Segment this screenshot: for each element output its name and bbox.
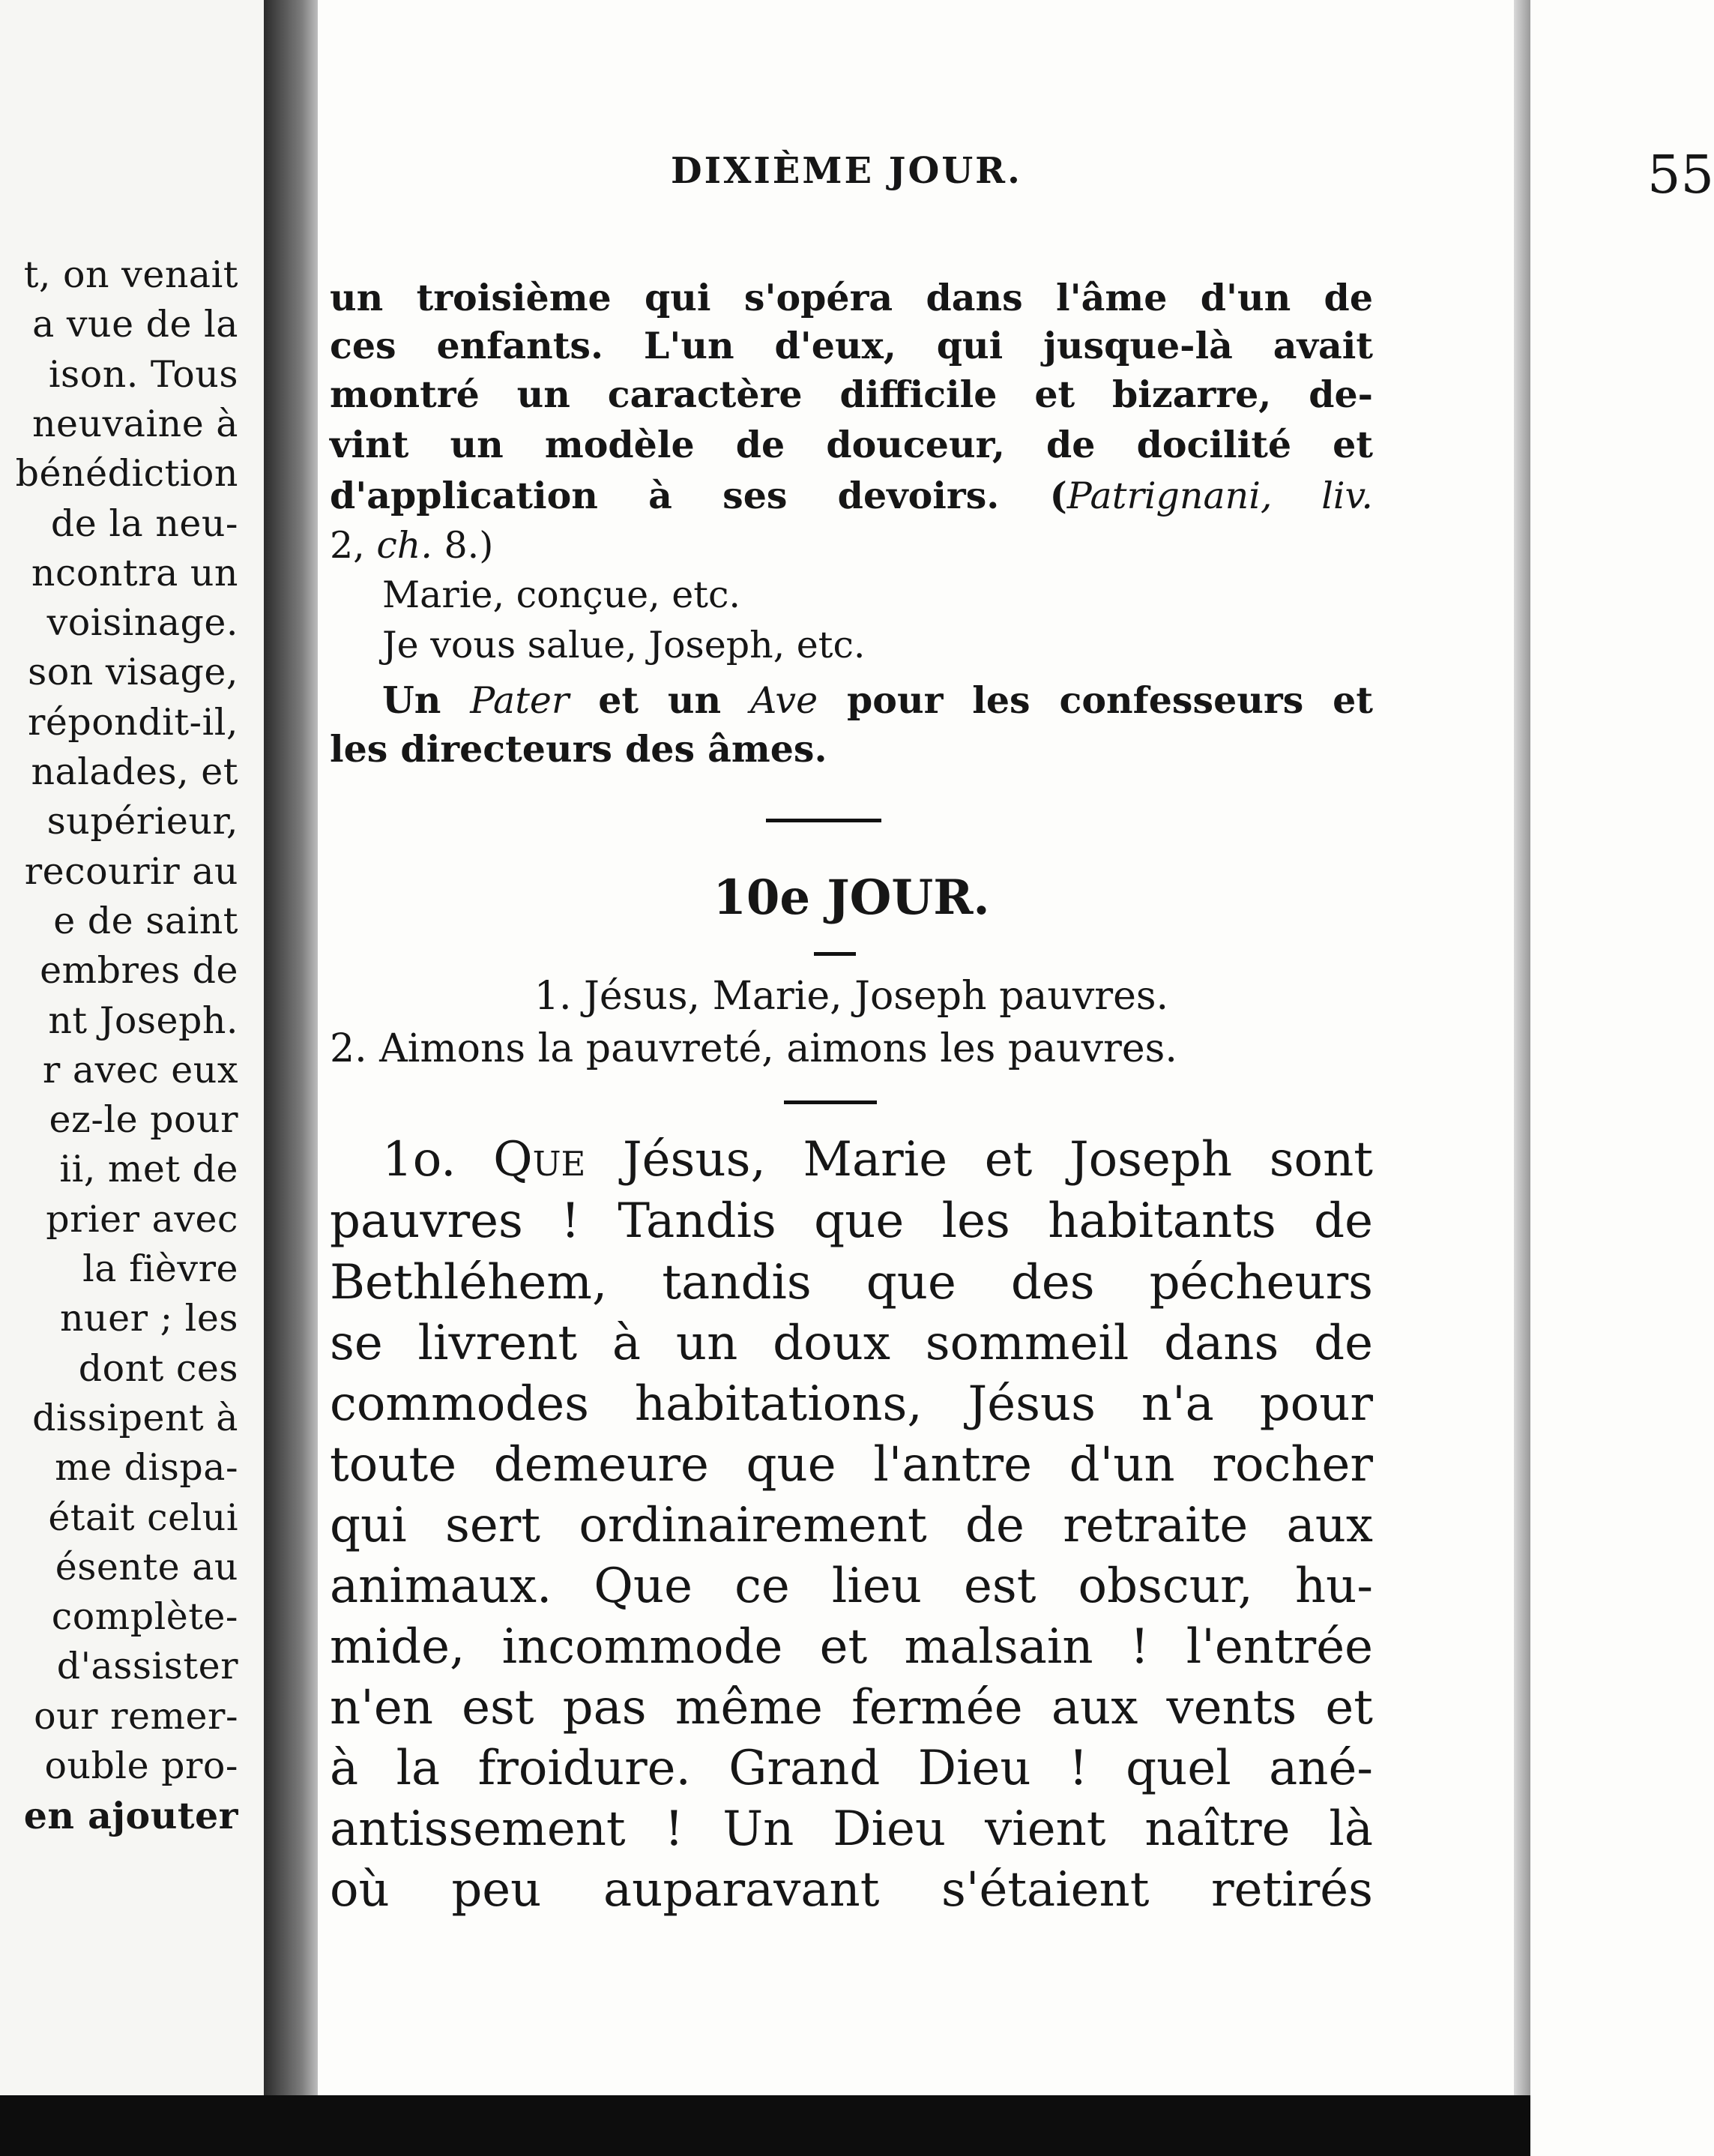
prayer-line: Marie, conçue, etc. bbox=[382, 573, 740, 616]
left-page-line: t, on venait bbox=[23, 253, 238, 296]
left-page-line: son visage, bbox=[28, 651, 238, 693]
left-page-line: neuvaine à bbox=[31, 403, 238, 445]
left-page-line: a vue de la bbox=[32, 303, 238, 346]
text-line: vint un modèle de douceur, de docilité et bbox=[330, 423, 1373, 466]
left-page-line: ésente au bbox=[55, 1546, 238, 1589]
left-page-line: embres de bbox=[40, 949, 238, 992]
left-page-line: prier avec bbox=[46, 1198, 238, 1241]
left-page-line: dont ces bbox=[78, 1347, 238, 1390]
scan-border bbox=[0, 2095, 1530, 2156]
left-page-line: ouble pro- bbox=[44, 1744, 238, 1787]
left-page-line: ii, met de bbox=[59, 1148, 238, 1190]
meditation-line: antissement ! Un Dieu vient naître là bbox=[330, 1801, 1373, 1857]
section-rule bbox=[784, 1100, 877, 1104]
meditation-line: qui sert ordinairement de retraite aux bbox=[330, 1498, 1373, 1553]
left-page-line: complète- bbox=[51, 1595, 238, 1638]
book-gutter bbox=[264, 0, 318, 2156]
left-page-line: r avec eux bbox=[42, 1049, 238, 1091]
left-page-line: d'assister bbox=[56, 1645, 238, 1687]
meditation-opening: 1o. Que Jésus, Marie et Joseph sont bbox=[382, 1132, 1374, 1187]
right-page bbox=[330, 0, 1714, 2095]
meditation-line: toute demeure que l'antre d'un rocher bbox=[330, 1437, 1373, 1493]
left-page-line: répondit-il, bbox=[27, 701, 238, 744]
point-line: 1. Jésus, Marie, Joseph pauvres. bbox=[534, 974, 1169, 1019]
left-page-line: voisinage. bbox=[46, 601, 238, 644]
left-page-line: me dispa- bbox=[55, 1446, 238, 1489]
text-line: montré un caractère difficile et bizarre, de- bbox=[330, 373, 1373, 416]
left-page-line: bénédiction bbox=[15, 452, 238, 495]
left-page-line: dissipent à bbox=[32, 1397, 238, 1439]
left-page-line: ison. Tous bbox=[48, 353, 238, 396]
left-page-line: recourir au bbox=[24, 850, 238, 893]
left-page-line: ez-le pour bbox=[49, 1098, 238, 1141]
left-page-line: ncontra un bbox=[31, 552, 238, 594]
meditation-line: animaux. Que ce lieu est obscur, hu- bbox=[330, 1559, 1373, 1614]
meditation-line: où peu auparavant s'étaient retirés bbox=[330, 1862, 1373, 1918]
left-page-line: de la neu- bbox=[50, 502, 238, 545]
text-line: 2, ch. 8.) bbox=[330, 524, 494, 567]
meditation-line: pauvres ! Tandis que les habitants de bbox=[330, 1193, 1373, 1249]
meditation-line: commodes habitations, Jésus n'a pour bbox=[330, 1376, 1373, 1432]
pater-line: les directeurs des âmes. bbox=[330, 727, 827, 771]
text-line: d'application à ses devoirs. (Patrignani, liv. bbox=[330, 474, 1374, 517]
text-line: ces enfants. L'un d'eux, qui jusque-là avait bbox=[330, 324, 1373, 367]
left-page-line: nt Joseph. bbox=[48, 999, 238, 1042]
page-number: 55 bbox=[1647, 144, 1714, 205]
prayer-line: Je vous salue, Joseph, etc. bbox=[382, 624, 866, 666]
day-title: 10e JOUR. bbox=[713, 870, 990, 926]
left-page-line: our remer- bbox=[34, 1695, 238, 1738]
meditation-line: Bethléhem, tandis que des pécheurs bbox=[330, 1255, 1373, 1310]
left-page-line: supérieur, bbox=[46, 800, 238, 843]
meditation-line: n'en est pas même fermée aux vents et bbox=[330, 1680, 1373, 1735]
left-page-fragment bbox=[0, 0, 264, 2156]
running-head: DIXIÈME JOUR. bbox=[671, 150, 1022, 192]
meditation-line: se livrent à un doux sommeil dans de bbox=[330, 1316, 1373, 1371]
text-line: un troisième qui s'opéra dans l'âme d'un de bbox=[330, 276, 1373, 319]
point-line: 2. Aimons la pauvreté, aimons les pauvres. bbox=[330, 1026, 1177, 1071]
pater-line: Un Pater et un Ave pour les confesseurs et bbox=[382, 678, 1373, 722]
left-page-line: en ajouter bbox=[23, 1794, 238, 1837]
left-page-line: était celui bbox=[48, 1496, 238, 1539]
short-dash bbox=[814, 952, 856, 956]
meditation-line: mide, incommode et malsain ! l'entrée bbox=[330, 1619, 1373, 1675]
left-page-line: nalades, et bbox=[31, 750, 238, 793]
left-page-line: la fièvre bbox=[82, 1247, 238, 1290]
left-page-line: nuer ; les bbox=[59, 1297, 238, 1340]
meditation-line: à la froidure. Grand Dieu ! quel ané- bbox=[330, 1741, 1373, 1796]
page-edge bbox=[1514, 0, 1530, 2156]
left-page-line: e de saint bbox=[53, 900, 238, 942]
section-rule bbox=[766, 819, 881, 822]
